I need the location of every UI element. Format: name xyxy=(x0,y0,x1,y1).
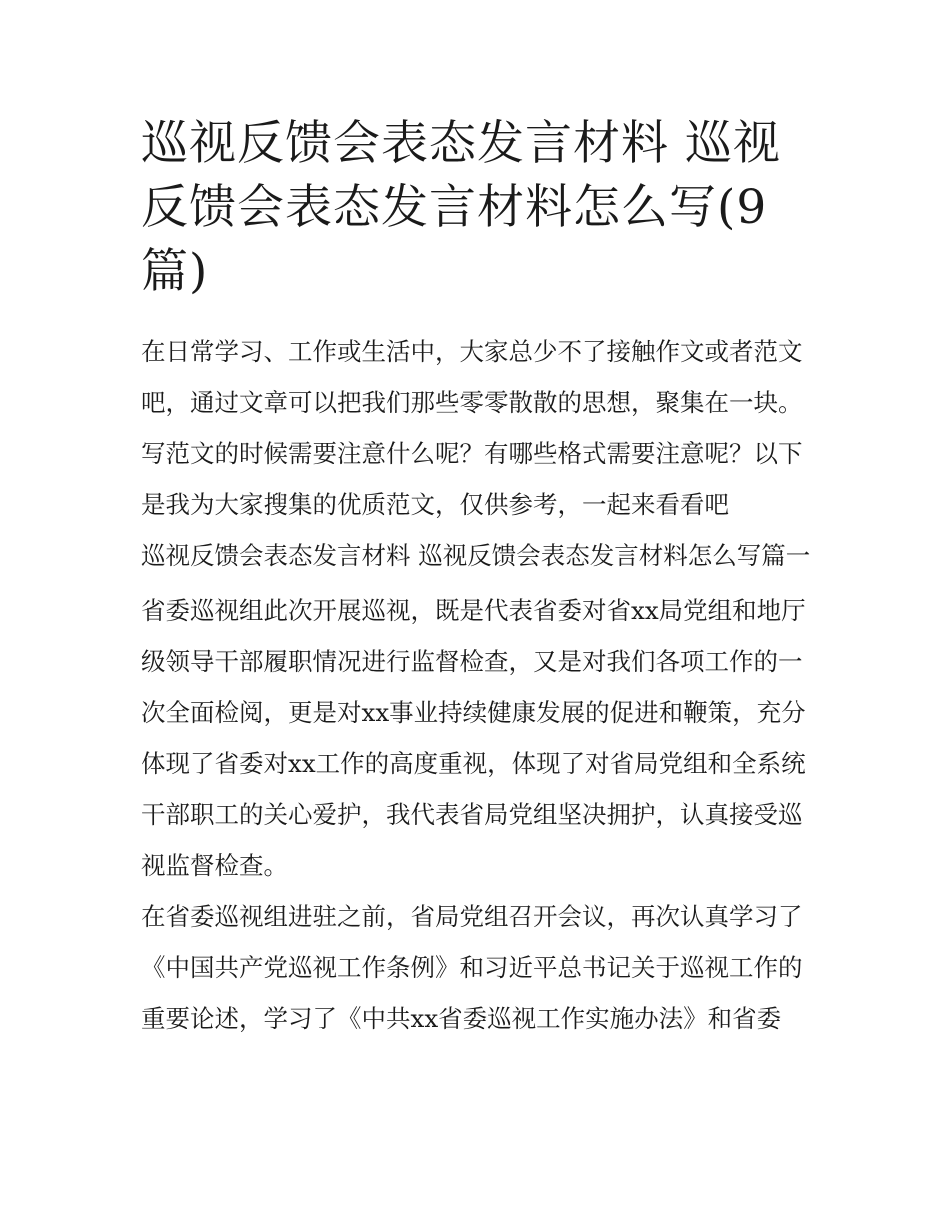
intro-paragraph: 在日常学习、工作或生活中，大家总少不了接触作文或者范文吧，通过文章可以把我们那些零零散散的思想，聚集在一块。写范文的时候需要注意什么呢？有哪些格式需要注意呢？以下是我为大家搜集的优质范文，仅供参考，一起来看看吧 xyxy=(141,337,803,519)
section-heading: 巡视反馈会表态发言材料 巡视反馈会表态发言材料怎么写篇一 xyxy=(141,541,811,570)
document-page xyxy=(141,112,821,1044)
body-paragraph-2: 在省委巡视组进驻之前，省局党组召开会议，再次认真学习了《中国共产党巡视工作条例》和习近平总书记关于巡视工作的重要论述，学习了《中共xx省委巡视工作实施办法》和省委 xyxy=(141,902,803,1033)
document-title: 巡视反馈会表态发言材料 巡视反馈会表态发言材料怎么写(9篇) xyxy=(141,116,781,299)
body-paragraph-1: 省委巡视组此次开展巡视，既是代表省委对省xx局党组和地厅级领导干部履职情况进行监督检查，又是对我们各项工作的一次全面检阅，更是对xx事业持续健康发展的促进和鞭策，充分体现了省委对xx工作的高度重视，体现了对省局党组和全系统干部职工的关心爱护，我代表省局党组坚决拥护，认真接受巡视监督检查。 xyxy=(141,596,806,880)
